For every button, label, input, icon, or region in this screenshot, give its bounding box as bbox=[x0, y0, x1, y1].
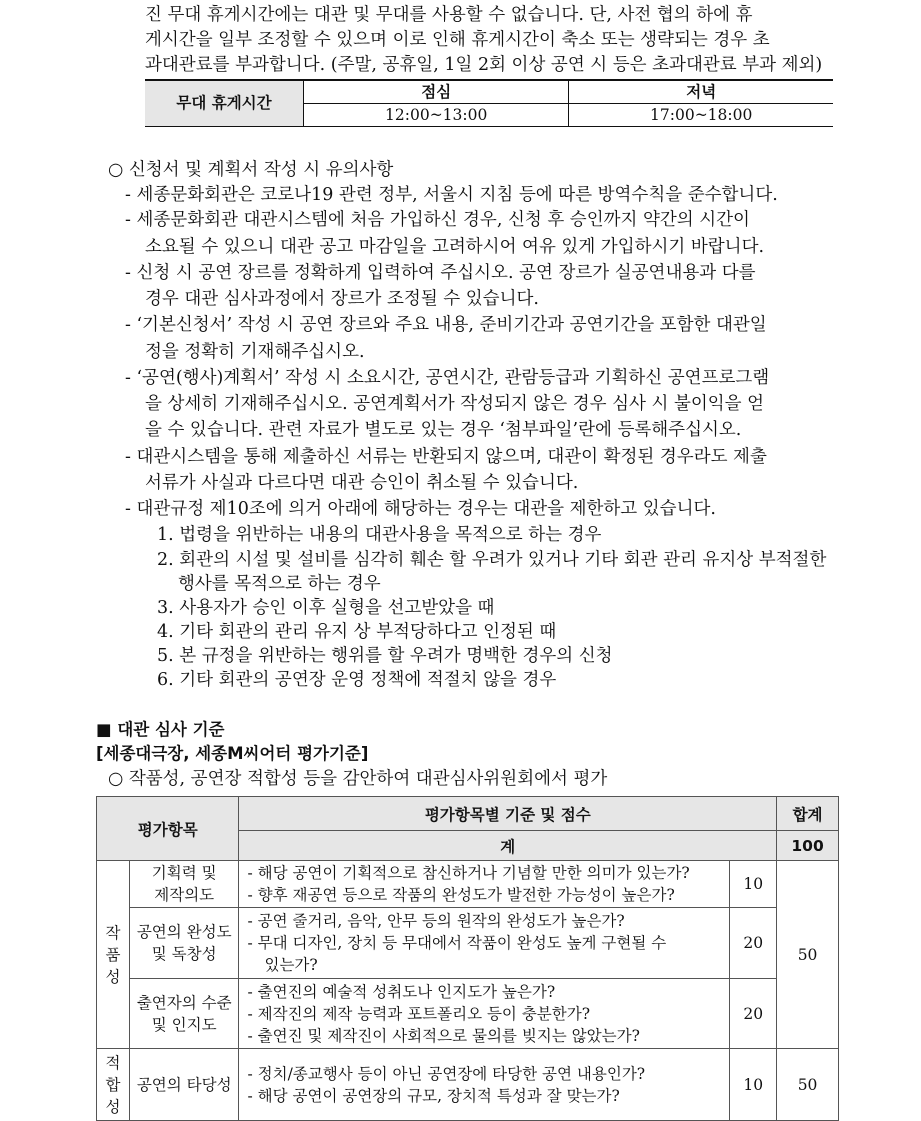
sub-title: [세종대극장, 세종M씨어터 평가기준] bbox=[96, 744, 369, 763]
note-line: - 대관시스템을 통해 제출하신 서류는 반환되지 않으며, 대관이 확정된 경우라도 제출 bbox=[125, 447, 767, 467]
criteria-line: - 무대 디자인, 장치 등 무대에서 작품이 완성도 높게 구현될 수 bbox=[247, 934, 667, 952]
note-line: - 신청 시 공연 장르를 정확하게 입력하여 주십시오. 공연 장르가 실공연내용과 다를 bbox=[125, 263, 756, 283]
restriction-item: 6. 기타 회관의 공연장 운영 정책에 적절치 않을 경우 bbox=[157, 670, 557, 690]
item-performers-line: 및 인지도 bbox=[151, 1015, 217, 1034]
criteria-line: - 해당 공연이 공연장의 규모, 장치적 특성과 잘 맞는가? bbox=[247, 1086, 620, 1105]
header-criteria: 평가항목별 기준 및 점수 bbox=[239, 797, 777, 831]
group-artistry: 작품성 bbox=[97, 861, 130, 1049]
section-title: ■ 대관 심사 기준 bbox=[96, 720, 225, 739]
notes-heading: ○ 신청서 및 계획서 작성 시 유의사항 bbox=[108, 160, 394, 180]
group-suitability: 적합성 bbox=[97, 1049, 130, 1121]
score-performers: 20 bbox=[730, 979, 777, 1049]
evaluation-table bbox=[96, 796, 839, 1121]
item-completeness-line: 공연의 완성도 bbox=[136, 923, 232, 941]
note-line: 을 상세히 기재해주십시오. 공연계획서가 작성되지 않은 경우 심사 시 불이익을 얻 bbox=[145, 394, 765, 414]
note-line: 을 수 있습니다. 관련 자료가 별도로 있는 경우 ‘첨부파일’란에 등록해주십시오. bbox=[145, 420, 742, 440]
criteria-line: - 공연 줄거리, 음악, 안무 등의 원작의 완성도가 높은가? bbox=[247, 912, 625, 930]
item-planning-line: 기획력 및 bbox=[151, 864, 217, 882]
criteria-line: - 정치/종교행사 등이 아닌 공연장에 타당한 공연 내용인가? bbox=[247, 1064, 646, 1083]
criteria-line: - 해당 공연이 기획적으로 참신하거나 기념할 만한 의미가 있는가? bbox=[247, 864, 690, 882]
item-planning bbox=[129, 861, 239, 908]
item-performers bbox=[129, 979, 239, 1049]
restriction-item: 3. 사용자가 승인 이후 실형을 선고받았을 때 bbox=[157, 598, 495, 618]
item-validity: 공연의 타당성 bbox=[129, 1049, 239, 1121]
note-line: - 대관규정 제10조에 의거 아래에 해당하는 경우는 대관을 제한하고 있습니다. bbox=[125, 499, 716, 519]
restriction-item: 4. 기타 회관의 관리 유지 상 부적당하다고 인정된 때 bbox=[157, 622, 557, 642]
intro-line: 게시간을 일부 조정할 수 있으며 이로 인해 휴게시간이 축소 또는 생략되는 경우 초 bbox=[145, 30, 770, 50]
note-line: 소요될 수 있으니 대관 공고 마감일을 고려하시어 여유 있게 가입하시기 바랍니다. bbox=[145, 237, 765, 257]
item-planning-line: 제작의도 bbox=[154, 886, 215, 904]
criteria-completeness bbox=[239, 908, 730, 979]
score-planning: 10 bbox=[730, 861, 777, 908]
note-line: 정을 정확히 기재해주십시오. bbox=[145, 342, 365, 362]
sum-label: 계 bbox=[239, 831, 777, 861]
criteria-line: - 출연진의 예술적 성취도나 인지도가 높은가? bbox=[247, 982, 556, 1001]
intro-line: 진 무대 휴게시간에는 대관 및 무대를 사용할 수 없습니다. 단, 사전 협의 하에 휴 bbox=[145, 5, 753, 25]
header-total: 합계 bbox=[777, 797, 839, 831]
item-completeness bbox=[129, 908, 239, 979]
criteria-performers bbox=[239, 979, 730, 1049]
criteria-line: 있는가? bbox=[264, 956, 318, 974]
break-value-dinner: 17:00~18:00 bbox=[569, 104, 833, 127]
group-suitability-total: 50 bbox=[777, 1049, 839, 1121]
eval-intro: ○ 작품성, 공연장 적합성 등을 감안하여 대관심사위원회에서 평가 bbox=[108, 769, 608, 789]
note-line: - 세종문화회관 대관시스템에 처음 가입하신 경우, 신청 후 승인까지 약간의 시간이 bbox=[125, 210, 750, 230]
criteria-planning bbox=[239, 861, 730, 908]
note-line: - ‘공연(행사)계획서’ 작성 시 소요시간, 공연시간, 관람등급과 기획하신 공연프로그램 bbox=[125, 368, 770, 388]
criteria-line: - 출연진 및 제작진이 사회적으로 물의를 빚지는 않았는가? bbox=[247, 1026, 640, 1045]
restriction-item: 행사를 목적으로 하는 경우 bbox=[178, 574, 381, 594]
note-line: - 세종문화회관은 코로나19 관련 정부, 서울시 지침 등에 따른 방역수칙을 준수합니다. bbox=[125, 185, 778, 205]
restriction-item: 5. 본 규정을 위반하는 행위를 할 우려가 명백한 경우의 신청 bbox=[157, 646, 613, 666]
note-line: 경우 대관 심사과정에서 장르가 조정될 수 있습니다. bbox=[145, 289, 539, 309]
restriction-item: 2. 회관의 시설 및 설비를 심각히 훼손 할 우려가 있거나 기타 회관 관리 유지상 부적절한 bbox=[157, 550, 827, 570]
score-completeness: 20 bbox=[730, 908, 777, 979]
sum-value: 100 bbox=[777, 831, 839, 861]
group-artistry-total: 50 bbox=[777, 861, 839, 1049]
item-completeness-line: 및 독창성 bbox=[151, 945, 217, 963]
note-line: 서류가 사실과 다르다면 대관 승인이 취소될 수 있습니다. bbox=[145, 473, 579, 493]
restriction-item: 1. 법령을 위반하는 내용의 대관사용을 목적으로 하는 경우 bbox=[157, 525, 602, 545]
criteria-line: - 제작진의 제작 능력과 포트폴리오 등이 충분한가? bbox=[247, 1004, 591, 1023]
score-validity: 10 bbox=[730, 1049, 777, 1121]
break-col-dinner: 저녁 bbox=[569, 80, 833, 104]
break-value-lunch: 12:00~13:00 bbox=[304, 104, 569, 127]
criteria-line: - 향후 재공연 등으로 작품의 완성도가 발전한 가능성이 높은가? bbox=[247, 886, 675, 904]
break-row-header: 무대 휴게시간 bbox=[145, 80, 304, 127]
criteria-validity bbox=[239, 1049, 730, 1121]
intro-line: 과대관료를 부과합니다. (주말, 공휴일, 1일 2회 이상 공연 시 등은 초과대관료 부과 제외) bbox=[145, 55, 823, 75]
break-col-lunch: 점심 bbox=[304, 80, 569, 104]
item-performers-line: 출연자의 수준 bbox=[136, 993, 232, 1012]
note-line: - ‘기본신청서’ 작성 시 공연 장르와 주요 내용, 준비기간과 공연기간을 포함한 대관일 bbox=[125, 315, 767, 335]
stage-break-table bbox=[145, 79, 833, 127]
header-eval-item: 평가항목 bbox=[97, 797, 239, 861]
